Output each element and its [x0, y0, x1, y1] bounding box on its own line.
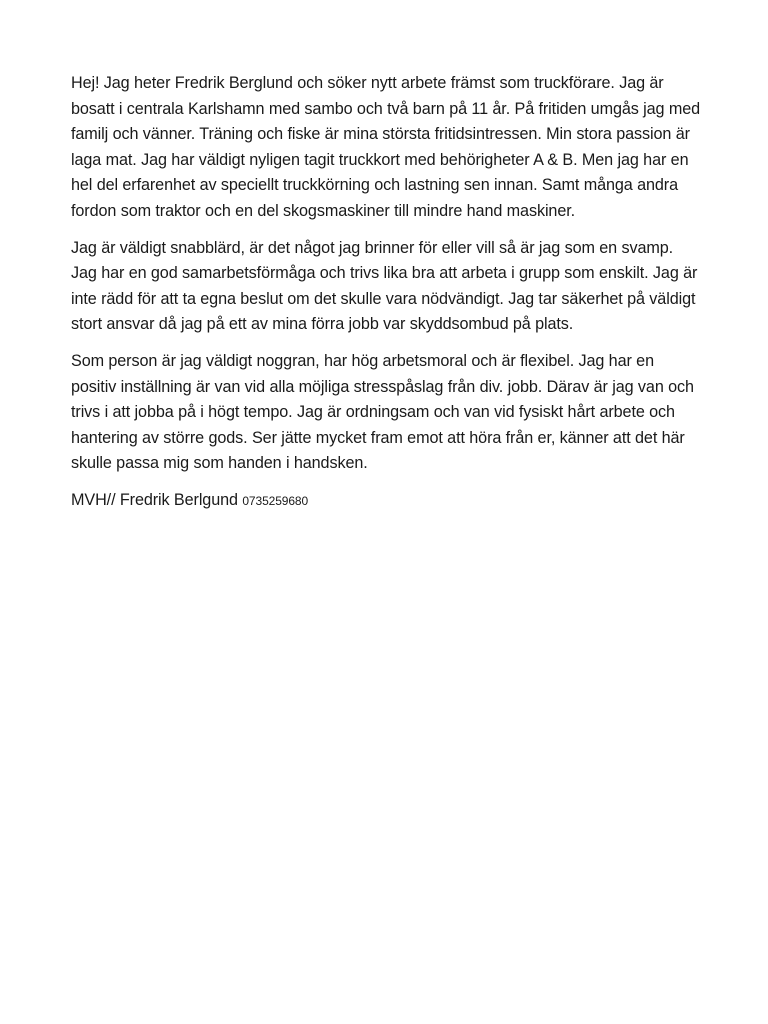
signature-line [71, 488, 701, 515]
paragraph-qualities: Jag är väldigt snabblärd, är det något jag brinner för eller vill så är jag som en svamp. Jag har en god samarbetsförmåga och trivs lika bra att arbeta i grupp som enskilt. Jag är inte rädd för att ta egna beslut om det skulle vara nödvändigt. Jag tar säkerhet på väldigt stort ansvar då jag på ett av mina förra jobb var skyddsombud på plats. [71, 238, 698, 334]
letter-body [71, 71, 701, 526]
paragraph-personality: Som person är jag väldigt noggran, har hög arbetsmoral och är flexibel. Jag har en positiv inställning är van vid alla möjliga stresspåslag från div. jobb. Därav är jag van och trivs i att jobba på i högt tempo. Jag är ordningsam och van vid fysiskt hårt arbete och hantering av större gods. Ser jätte mycket fram emot att höra från er, känner att det här skulle passa mig som handen i handsken. [71, 351, 694, 473]
signature-text: MVH// Fredrik Berlgund [71, 490, 238, 509]
phone-number: 0735259680 [242, 493, 309, 508]
paragraph-intro: Hej! Jag heter Fredrik Berglund och söker nytt arbete främst som truckförare. Jag är bosatt i centrala Karlshamn med sambo och två barn på 11 år. På fritiden umgås jag med familj och vänner. Träning och fiske är mina största fritidsintressen. Min stora passion är laga mat. Jag har väldigt nyligen tagit truckkort med behörigheter A & B. Men jag har en hel del erfarenhet av speciellt truckkörning och lastning sen innan. Samt många andra fordon som traktor och en del skogsmaskiner till mindre hand maskiner. [71, 74, 701, 220]
